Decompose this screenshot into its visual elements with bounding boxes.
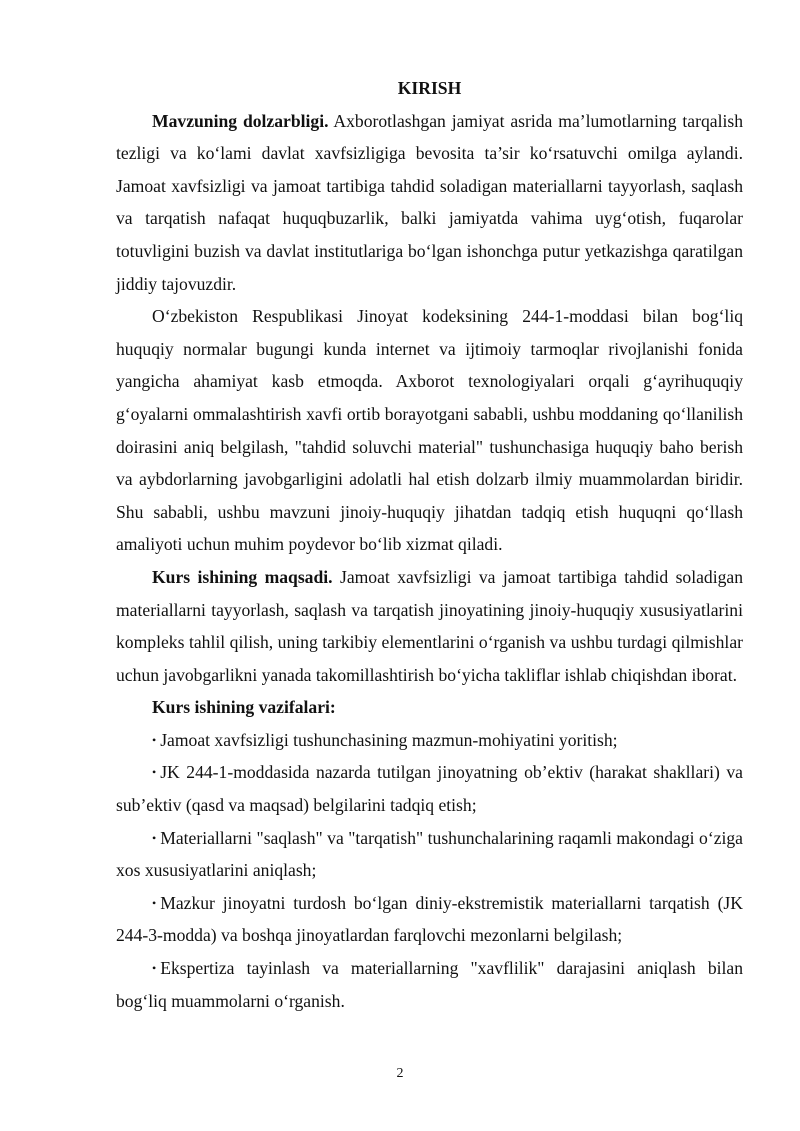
task-item (116, 724, 743, 757)
paragraph-legal-norms (116, 300, 743, 561)
paragraph-relevance (116, 105, 743, 301)
task-item (116, 756, 743, 821)
task-text: Mazkur jinoyatni turdosh bo‘lgan diniy-ekstremistik materiallarni tarqatish (JK 244-3-modda) va boshqa jinoyatlardan farqlovchi mezonlarni belgilash; (116, 892, 743, 946)
section-title: KIRISH (397, 78, 462, 98)
task-text: Ekspertiza tayinlash va materiallarning "xavflilik" darajasini aniqlash bilan bog‘liq muammolarni o‘rganish. (116, 958, 743, 1011)
paragraph-text: Axborotlashgan jamiyat asrida ma’lumotlarning tarqalish tezligi va ko‘lami davlat xavfsizligiga bevosita ta’sir ko‘rsatuvchi omilga aylandi. Jamoat xavfsizligi va jamoat tartibiga tahdid soladigan materiallarni tayyorlash, saqlash va tarqatish nafaqat huquqbuzarlik, balki jamiyatda vahima uyg‘otish, fuqarolar totuvligini buzish va davlat institutlariga bo‘lgan ishonchga putur yetkazishga qaratilgan jiddiy tajovuzdir. (116, 110, 743, 294)
paragraph-lead: Mavzuning dolzarbligi. (152, 110, 329, 131)
bullet-icon: • (152, 961, 157, 976)
bullet-icon: • (152, 732, 157, 747)
task-text: Materiallarni "saqlash" va "tarqatish" tushunchalarining raqamli makondagi o‘ziga xos xususiyatlarini aniqlash; (116, 827, 743, 881)
task-item (116, 822, 743, 887)
task-item (116, 952, 743, 1017)
page-number: 2 (396, 1066, 404, 1081)
paragraph-goal (116, 561, 743, 691)
task-item (116, 887, 743, 952)
paragraph-lead: Kurs ishining maqsadi. (152, 566, 333, 587)
tasks-heading: Kurs ishining vazifalari: (152, 697, 336, 718)
document-page (116, 72, 743, 1017)
bullet-icon: • (152, 765, 157, 780)
task-text: Jamoat xavfsizligi tushunchasining mazmun-mohiyatini yoritish; (160, 729, 618, 750)
task-text: JK 244-1-moddasida nazarda tutilgan jinoyatning ob’ektiv (harakat shakllari) va sub’ektiv (qasd va maqsad) belgilarini tadqiq etish; (116, 762, 743, 816)
bullet-icon: • (152, 895, 157, 910)
paragraph-text: Jamoat xavfsizligi va jamoat tartibiga tahdid soladigan materiallarni tayyorlash, saqlash va tarqatish jinoyatining jinoiy-huquqiy xususiyatlarini kompleks tahlil qilish, uning tarkibiy elementlarini o‘rganish va ushbu turdagi qilmishlar uchun javobgarlikni yanada takomillashtirish bo‘yicha takliflar ishlab chiqishdan iborat. (116, 566, 743, 685)
paragraph-text: O‘zbekiston Respublikasi Jinoyat kodeksining 244-1-moddasi bilan bog‘liq huquqiy normalar bugungi kunda internet va ijtimoiy tarmoqlar rivojlanishi fonida yangicha ahamiyat kasb etmoqda. Axborot texnologiyalari orqali g‘ayrihuquqiy g‘oyalarni ommalashtirish xavfi ortib borayotgani sababli, ushbu moddaning qo‘llanilish doirasini aniq belgilash, "tahdid soluvchi material" tushunchasiga huquqiy baho berish va aybdorlarning javobgarligini adolatli hal etish dolzarb ilmiy muammolardan biridir. Shu sababli, ushbu mavzuni jinoiy-huquqiy jihatdan tadqiq etish huquqni qo‘llash amaliyoti uchun muhim poydevor bo‘lib xizmat qiladi. (116, 306, 743, 555)
bullet-icon: • (152, 830, 157, 845)
